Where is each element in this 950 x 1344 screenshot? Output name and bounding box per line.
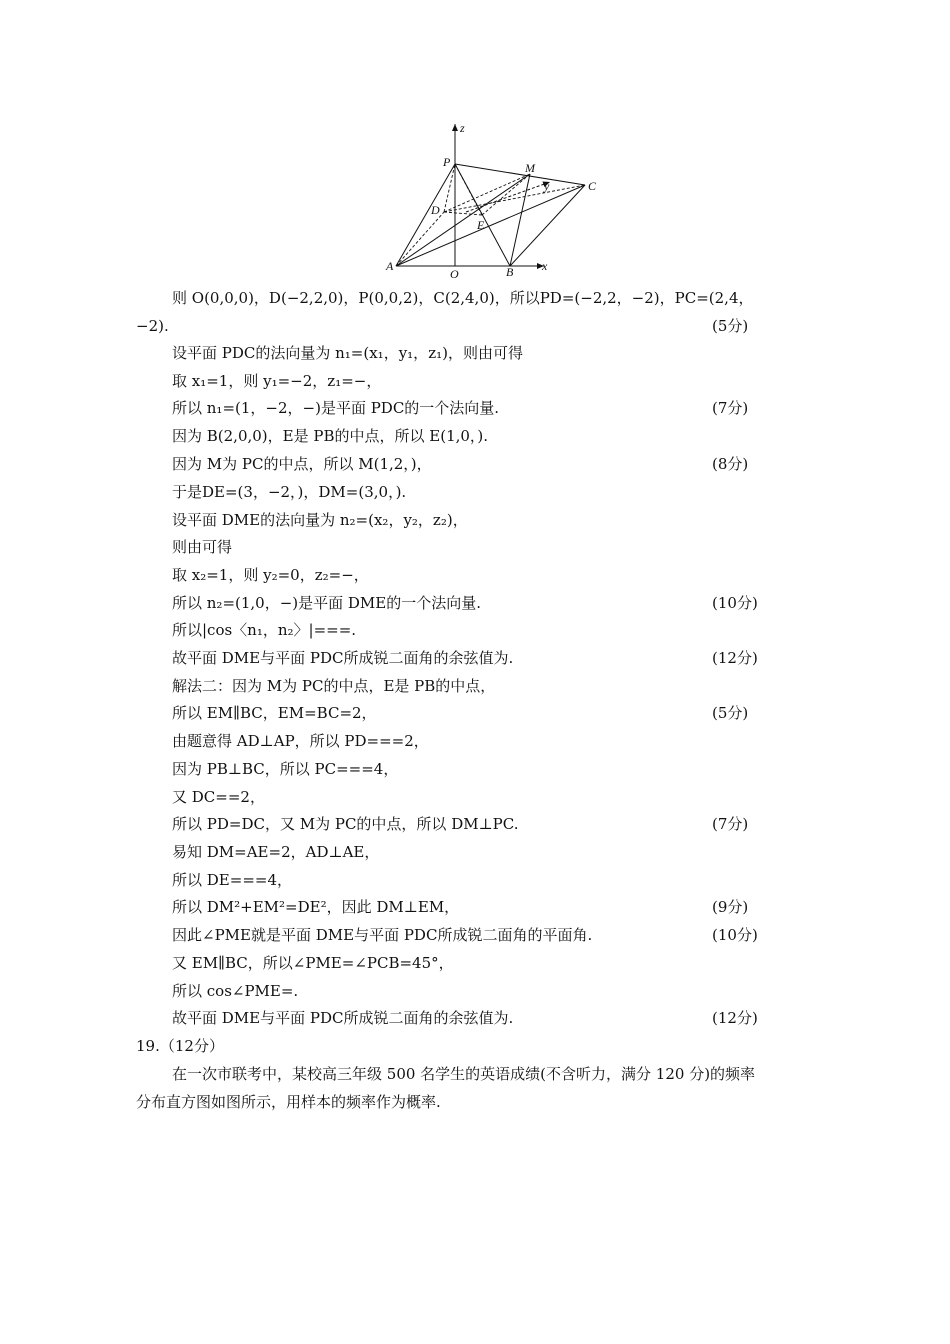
text-line: 所以 DM²+EM²=DE²，因此 DM⊥EM， <box>172 898 460 916</box>
text-line: 于是DE=(3，−2，)，DM=(3,0，). <box>172 483 407 501</box>
text-line: 因此∠PME就是平面 DME与平面 PDC所成锐二面角的平面角. <box>172 926 593 944</box>
text-line: 因为 PB⊥BC，所以 PC===4， <box>172 760 399 778</box>
text-line: 故平面 DME与平面 PDC所成锐二面角的余弦值为. <box>172 649 514 667</box>
text-line: 由题意得 AD⊥AP，所以 PD===2， <box>172 732 429 750</box>
label-P: P <box>443 155 451 169</box>
solid-edges <box>396 164 585 266</box>
score-mark: (10分) <box>712 926 758 944</box>
text-line: −2). <box>136 317 169 335</box>
score-mark: (5分) <box>712 317 749 335</box>
text-line: 分布直方图如图所示，用样本的频率作为概率. <box>136 1093 441 1111</box>
text-line: 又 EM∥BC，所以∠PME=∠PCB=45°， <box>172 954 454 972</box>
text-line: 取 x₂=1，则 y₂=0，z₂=−， <box>172 566 369 584</box>
label-C: C <box>588 179 597 193</box>
text-line: 所以 n₂=(1,0，−)是平面 DME的一个法向量. <box>172 594 482 612</box>
score-mark: (7分) <box>712 815 749 833</box>
label-B: B <box>506 265 514 279</box>
label-z: z <box>460 121 465 135</box>
text-line: 因为 B(2,0,0)，E是 PB的中点，所以 E(1,0，). <box>172 427 489 445</box>
text-line: 易知 DM=AE=2，AD⊥AE， <box>172 843 380 861</box>
text-line: 又 DC==2， <box>172 788 265 806</box>
score-mark: (10分) <box>712 594 758 612</box>
text-line: 设平面 DME的法向量为 n₂=(x₂，y₂，z₂)， <box>172 511 468 529</box>
label-O: O <box>450 267 459 280</box>
label-y: y <box>544 179 550 193</box>
score-mark: (12分) <box>712 649 758 667</box>
score-mark: (7分) <box>712 399 749 417</box>
text-line: 故平面 DME与平面 PDC所成锐二面角的余弦值为. <box>172 1009 514 1027</box>
score-mark: (9分) <box>712 898 749 916</box>
text-line: 因为 M为 PC的中点，所以 M(1,2，)， <box>172 455 432 473</box>
text-line: 19.（12分） <box>136 1037 224 1055</box>
score-mark: (12分) <box>712 1009 758 1027</box>
text-line: 所以 DE===4， <box>172 871 292 889</box>
pyramid-coordinate-figure <box>380 112 600 280</box>
label-x: x <box>542 259 548 273</box>
text-line: 设平面 PDC的法向量为 n₁=(x₁，y₁，z₁)，则由可得 <box>172 344 523 362</box>
text-line: 所以 n₁=(1，−2，−)是平面 PDC的一个法向量. <box>172 399 500 417</box>
score-mark: (5分) <box>712 704 749 722</box>
label-M: M <box>525 161 535 175</box>
score-mark: (8分) <box>712 455 749 473</box>
label-D: D <box>431 203 440 217</box>
text-line: 所以 EM∥BC，EM=BC=2， <box>172 704 377 722</box>
text-line: 则 O(0,0,0)，D(−2,2,0)，P(0,0,2)，C(2,4,0)，所以PD=(−2,2，−2)，PC=(2,4， <box>172 289 754 307</box>
text-line: 取 x₁=1，则 y₁=−2，z₁=−， <box>172 372 382 390</box>
text-line: 则由可得 <box>172 538 233 556</box>
label-E: E <box>477 218 485 232</box>
text-line: 在一次市联考中，某校高三年级 500 名学生的英语成绩(不含听力，满分 120 分)的频率 <box>172 1065 756 1083</box>
label-A: A <box>386 259 394 273</box>
text-line: 所以|cos〈n₁，n₂〉|===. <box>172 621 357 639</box>
text-line: 解法二：因为 M为 PC的中点，E是 PB的中点， <box>172 677 496 695</box>
text-line: 所以 cos∠PME=. <box>172 982 299 1000</box>
text-line: 所以 PD=DC，又 M为 PC的中点，所以 DM⊥PC. <box>172 815 519 833</box>
